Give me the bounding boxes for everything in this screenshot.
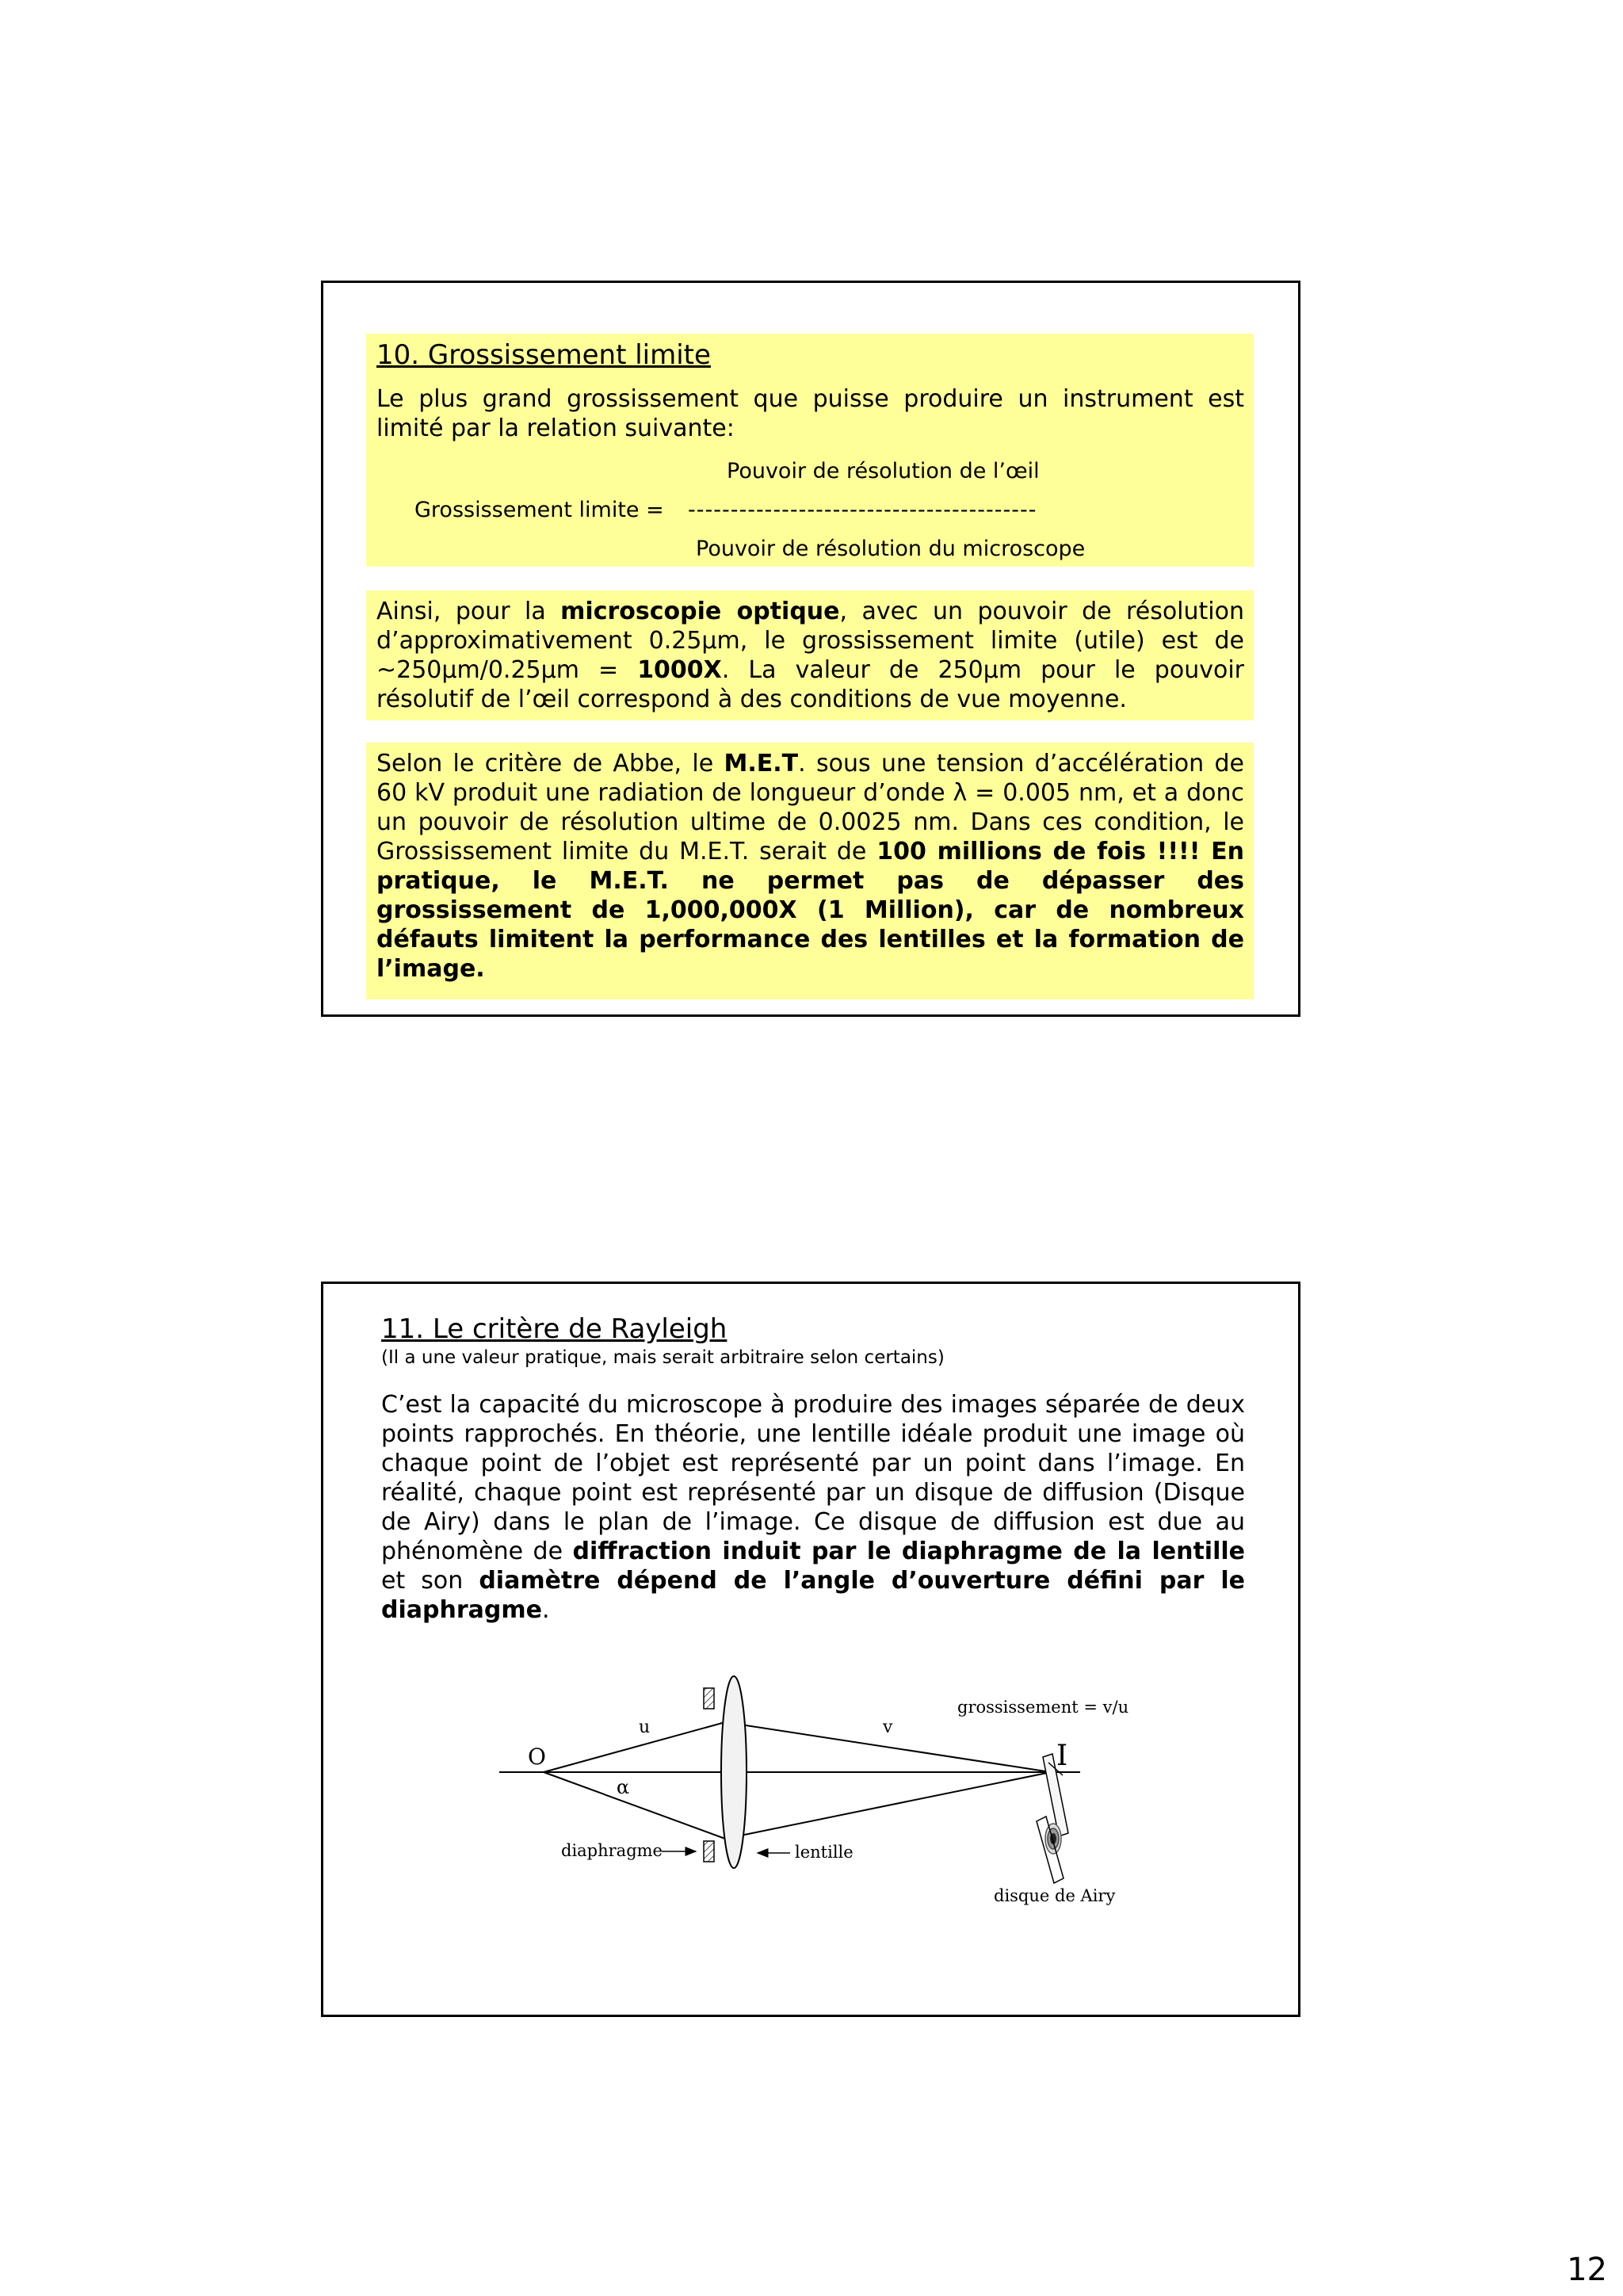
airy-label: disque de Airy <box>994 1886 1116 1905</box>
formula-fraction-bar: ----------------------------------------- <box>688 498 1037 522</box>
diaphragm-bottom <box>704 1841 714 1862</box>
slide-rayleigh <box>321 1282 1300 2017</box>
lentille-label: lentille <box>795 1843 854 1862</box>
optical-microscopy-text: Ainsi, pour la microscopie optique, avec un pouvoir de résolution d’approximativement 0.25µm, le grossissement limite (utile) est de ~250µm/0.25µm = 1000X. La valeur de 250µm pour le pouvoir résolutif de l’œil correspond à des conditions de vue moyenne. <box>376 598 1244 713</box>
object-point-label: O <box>528 1744 546 1770</box>
slide-grossissement-limite <box>321 281 1300 1017</box>
image-point-label: I <box>1056 1740 1068 1772</box>
intro-text: Le plus grand grossissement que puisse produire un instrument est limité par la relation suivante: <box>376 385 1244 442</box>
airy-disk <box>1045 1824 1061 1854</box>
formula-numerator: Pouvoir de résolution de l’œil <box>727 459 1040 483</box>
formula-box <box>366 334 1254 567</box>
grossissement-label: grossissement = v/u <box>957 1698 1129 1717</box>
ray-lower-image <box>725 1772 1051 1839</box>
rayleigh-diagram <box>323 1284 1298 2015</box>
formula-label: Grossissement limite = <box>414 498 664 522</box>
diaphragme-label: diaphragme <box>561 1841 663 1860</box>
alpha-label: α <box>617 1776 630 1798</box>
ray-lower-object <box>544 1772 725 1839</box>
met-box <box>366 743 1254 999</box>
ray-upper-object <box>544 1722 725 1772</box>
formula-denominator: Pouvoir de résolution du microscope <box>696 537 1086 561</box>
section-subheading: (Il a une valeur pratique, mais serait arbitraire selon certains) <box>381 1347 945 1368</box>
diaphragm-top <box>704 1688 714 1709</box>
met-text: Selon le critère de Abbe, le M.E.T. sous une tension d’accélération de 60 kV produit une radiation de longueur d’onde λ = 0.005 nm, et a donc un pouvoir de résolution ultime de 0.0025 nm. Dans ces condition, le Grossissement limite du M.E.T. serait de 100 millions de fois !!!! En pratique, le M.E.T. ne permet pas de dépasser des grossissement de 1,000,000X (1 Million), car de nombreux défauts limitent la performance des lentilles et la formation de l’image. <box>376 750 1245 983</box>
rayleigh-text: C’est la capacité du microscope à produire des images séparée de deux points rapprochés. En théorie, une lentille idéale produit une image où chaque point de l’objet est représenté par un point dans l’image. En réalité, chaque point est représenté par un disque de diffusion (Disque de Airy) dans le plan de l’image. Ce disque de diffusion est due au phénomène de diffraction induit par le diaphragme de la lentille et son diamètre dépend de l’angle d’ouverture défini par le diaphragme. <box>381 1391 1245 1624</box>
lens-shape <box>721 1676 747 1868</box>
section-heading: 10. Grossissement limite <box>376 339 711 371</box>
page-number: 12 <box>1567 2252 1607 2288</box>
v-label: v <box>883 1717 893 1737</box>
section-heading: 11. Le critère de Rayleigh <box>381 1313 727 1345</box>
u-label: u <box>639 1717 651 1737</box>
optical-microscopy-box <box>366 590 1254 720</box>
